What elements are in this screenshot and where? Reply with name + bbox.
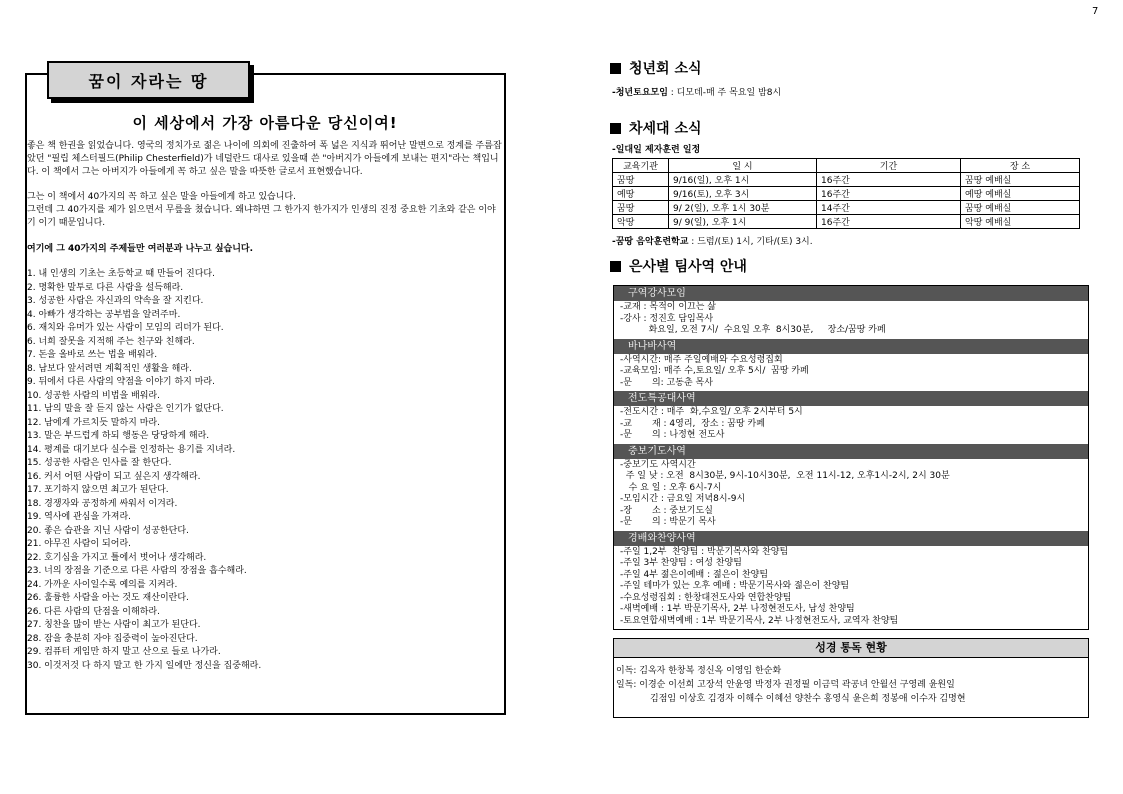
rule-item: 19. 역사에 관심을 가져라. xyxy=(27,512,132,522)
ministry-group-name: 구역강사모임 xyxy=(614,286,700,301)
rule-item: 18. 경쟁자와 공정하게 싸워서 이겨라. xyxy=(27,498,178,509)
ministry-group-name: 전도특공대사역 xyxy=(614,391,710,406)
ministry-group-name: 바나바사역 xyxy=(614,339,690,354)
ministry-line: -전도시간 : 매주 화,수요일/ 오후 2시부터 5시 xyxy=(620,407,803,417)
rule-item: 7. 돈을 올바로 쓰는 법을 배워라. xyxy=(27,350,158,360)
ministry-group-header xyxy=(614,531,1088,546)
table-row: 꿈땅 9/ 2(일), 오후 1시 30분 14주간 꿈땅 예배실 xyxy=(613,201,1080,215)
bible-line: 이독: 김옥자 한창복 정신옥 이영임 한순화 xyxy=(616,666,782,676)
rule-item: 26. 다른 사람의 단점을 이해하라. xyxy=(27,606,160,617)
ministry-box xyxy=(613,285,1089,630)
ministry-line: -교 재 : 4영리, 장소 : 꿈땅 카페 xyxy=(620,418,765,429)
article-heading: 이 세상에서 가장 아름다운 당신이여! xyxy=(132,114,398,132)
lead-sentence: 여기에 그 40가지의 주제들만 여러분과 나누고 싶습니다. xyxy=(27,244,254,254)
table-header: 기간 xyxy=(817,159,961,173)
rule-item: 23. 너의 장점을 기준으로 다른 사람의 장점을 흡수해라. xyxy=(27,566,247,576)
ministry-line: -새벽예배 : 1부 박문기목사, 2부 나정현전도사, 남성 찬양팀 xyxy=(620,604,855,614)
paragraph-2a: 그는 이 책에서 40가지의 꼭 하고 싶은 말을 아들에게 하고 있습니다. xyxy=(27,192,296,202)
ministry-line: -수요성령집회 : 한창대전도사와 연합찬양팀 xyxy=(620,592,792,603)
rule-item: 4. 아빠가 생각하는 공부법을 알려주마. xyxy=(27,309,181,320)
ministry-line: -문 의: 고동춘 목사 xyxy=(620,377,713,388)
ministry-group-header xyxy=(614,444,1088,459)
ministry-group-name: 중보기도사역 xyxy=(614,444,700,459)
rule-item: 17. 포기하지 않으면 최고가 된단다. xyxy=(27,485,169,495)
rule-item: 12. 남에게 가르치듯 말하지 마라. xyxy=(27,417,160,428)
rule-item: 2. 명확한 말투로 다른 사람을 설득해라. xyxy=(27,282,184,293)
rule-item: 14. 평계를 대기보다 실수를 인정하는 용기를 지녀라. xyxy=(27,444,236,455)
ministry-line: 수 요 일 : 오후 6시-7시 xyxy=(620,482,722,493)
ministry-line: -강사 : 정진호 담임목사 xyxy=(620,313,714,324)
nextgen-section-title: 차세대 소식 xyxy=(610,118,702,138)
ministry-line: -주일 테마가 있는 오후 예배 : 박문기목사와 젊은이 찬양팀 xyxy=(620,581,850,591)
youth-section-title: 청년회 소식 xyxy=(610,58,702,78)
table-header: 일 시 xyxy=(669,159,817,173)
rule-item: 11. 남의 말을 잘 듣지 않는 사람은 인기가 없단다. xyxy=(27,404,224,414)
intro-paragraph: 좋은 책 한권을 읽었습니다. 영국의 정치가로 젊은 나이에 의회에 진출하여 폭 넓은 지식과 뛰어난 말변으로 정계를 주름잡았던 "필립 체스터필드(Philip Chesterfield)가 네덜란드 대사로 있을때 쓴 "아버지가 아들에게 보내는 편지"라는 책입니다. 이 책에서 그는 아버지가 아들에게 꼭 하고 싶은 말을 따뜻한 글로서 표현했습니다. xyxy=(27,141,502,177)
rule-item: 10. 성공한 사람의 비법을 배워라. xyxy=(27,390,160,401)
training-subtitle: -일대일 제자훈련 일정 xyxy=(612,145,701,155)
section-title: 꿈이 자라는 땅 xyxy=(47,61,250,99)
bible-reading-box xyxy=(613,638,1089,718)
ministry-line: -주일 3부 찬양팀 : 여성 찬양팀 xyxy=(620,558,742,568)
rule-item: 30. 이것저것 다 하지 말고 한 가지 일에만 정신을 집중해라. xyxy=(27,660,262,671)
ministry-line: -장 소 : 중보기도실 xyxy=(620,505,713,516)
rule-item: 6. 너희 잘못을 지적해 주는 친구와 친해라. xyxy=(27,336,195,347)
ministry-group-body xyxy=(614,546,1088,630)
table-header: 장 소 xyxy=(961,159,1080,173)
rule-item: 1. 내 인생의 기초는 초등학교 때 만들어 진다다. xyxy=(27,269,215,279)
square-bullet-icon xyxy=(610,261,621,272)
training-table xyxy=(612,158,1080,229)
ministry-line: -교육모임: 매주 수,토요일/ 오후 5시/ 꿈땅 카페 xyxy=(620,366,809,376)
bible-line: 김점임 이상호 김경자 이해수 이혜선 양찬수 홍영식 윤은희 정봉애 이수자 김명현 xyxy=(650,694,966,704)
ministry-line: 주 일 낮 : 오전 8시30분, 9시-10시30분, 오전 11시-12, 오후1시-2시, 2시 30분 xyxy=(620,471,950,481)
table-row: 악땅 9/ 9(일), 오후 1시 16주간 악땅 예배실 xyxy=(613,215,1080,229)
ministry-group-header xyxy=(614,286,1088,301)
bible-title: 성경 통독 현황 xyxy=(614,639,1088,658)
rule-item: 29. 컴퓨터 게임만 하지 말고 산으로 들로 나가라. xyxy=(27,647,221,657)
ministry-group-body xyxy=(614,459,1088,531)
page-number: 7 xyxy=(1092,6,1099,17)
rules-list xyxy=(27,268,503,673)
square-bullet-icon xyxy=(610,123,621,134)
ministry-group-body xyxy=(614,406,1088,444)
ministry-line: -교재 : 목적이 이끄는 삶 xyxy=(620,302,716,312)
bible-line: 일독: 이경순 이선희 고장석 안윤영 박정자 권정필 이금덕 곽공녀 안월선 구영례 윤원일 xyxy=(616,680,955,690)
ministry-group-body xyxy=(614,301,1088,339)
rule-item: 15. 성공한 사람은 인사를 잘 한단다. xyxy=(27,458,172,468)
rule-item: 22. 호기심을 가지고 틀에서 벗어나 생각해라. xyxy=(27,552,207,563)
music-school: -꿈땅 음악훈련학교 : 드럼/(토) 1시, 기타/(토) 3시. xyxy=(612,237,813,247)
rule-item: 21. 야무진 사람이 되어라. xyxy=(27,539,132,549)
ministry-line: -문 의 : 박문기 목사 xyxy=(620,517,716,527)
table-row: 꿈땅 9/16(일), 오후 1시 16주간 꿈땅 예배실 xyxy=(613,173,1080,187)
table-header: 교육기관 xyxy=(613,159,669,173)
ministry-line: -중보기도 사역시간 xyxy=(620,459,696,470)
ministry-section-title: 은사별 팀사역 안내 xyxy=(610,256,747,276)
paragraph-2b: 그런데 그 40가지를 제가 읽으면서 무릎을 쳤습니다. 왜냐하면 그 한가지 한가지가 인생의 진정 중요한 기초와 같은 이야기 이기 때문입니다. xyxy=(27,205,496,228)
ministry-group-body xyxy=(614,354,1088,392)
rule-item: 16. 커서 어떤 사람이 되고 싶은지 생각해라. xyxy=(27,471,201,482)
ministry-line: -토요연합새벽예배 : 1부 박문기목사, 2부 나정현전도사, 교역자 찬양팀 xyxy=(620,615,899,626)
rule-item: 24. 가까운 사이일수록 예의를 지켜라. xyxy=(27,579,178,590)
ministry-line: -모임시간 : 금요일 저녁8시-9시 xyxy=(620,494,746,504)
rule-item: 13. 말은 부드럽게 하되 행동은 당당하게 해라. xyxy=(27,431,210,441)
youth-meeting: -청년토요모임 : 디모데-매 주 목요일 밤8시 xyxy=(612,88,782,98)
rule-item: 26. 훌륭한 사람을 아는 것도 재산이란다. xyxy=(27,593,189,603)
ministry-line: 화요일, 오전 7시/ 수요일 오후 8시30분, 장소/꿈땅 카페 xyxy=(620,325,886,335)
ministry-line: -주일 1,2부 찬양팀 : 박문기목사와 찬양팀 xyxy=(620,546,789,557)
ministry-line: -주일 4부 젊은이예배 : 젊은이 찬양팀 xyxy=(620,569,769,580)
rule-item: 6. 재치와 유머가 있는 사람이 모임의 리더가 된다. xyxy=(27,323,224,333)
square-bullet-icon xyxy=(610,63,621,74)
article-body xyxy=(27,116,503,673)
rule-item: 3. 성공한 사람은 자신과의 약속을 잘 지킨다. xyxy=(27,296,204,306)
ministry-line: -문 의 : 나정현 전도사 xyxy=(620,430,725,440)
ministry-group-name: 경배와찬양사역 xyxy=(614,531,710,546)
rule-item: 20. 좋은 습관을 지닌 사람이 성공한단다. xyxy=(27,525,189,536)
ministry-group-header xyxy=(614,391,1088,406)
ministry-line: -사역시간: 매주 주일예배와 수요성령집회 xyxy=(620,354,783,365)
rule-item: 28. 잠을 충분히 자야 집중력이 높아진단다. xyxy=(27,633,198,644)
rule-item: 27. 칭찬을 많이 받는 사람이 최고가 된단다. xyxy=(27,620,201,630)
table-row: 예땅 9/16(토), 오후 3시 16주간 예땅 예배실 xyxy=(613,187,1080,201)
rule-item: 8. 남보다 앞서려면 계획적인 생활을 해라. xyxy=(27,363,192,374)
ministry-group-header xyxy=(614,339,1088,354)
rule-item: 9. 뒤에서 다른 사람의 약점을 이야기 하지 마라. xyxy=(27,377,215,387)
